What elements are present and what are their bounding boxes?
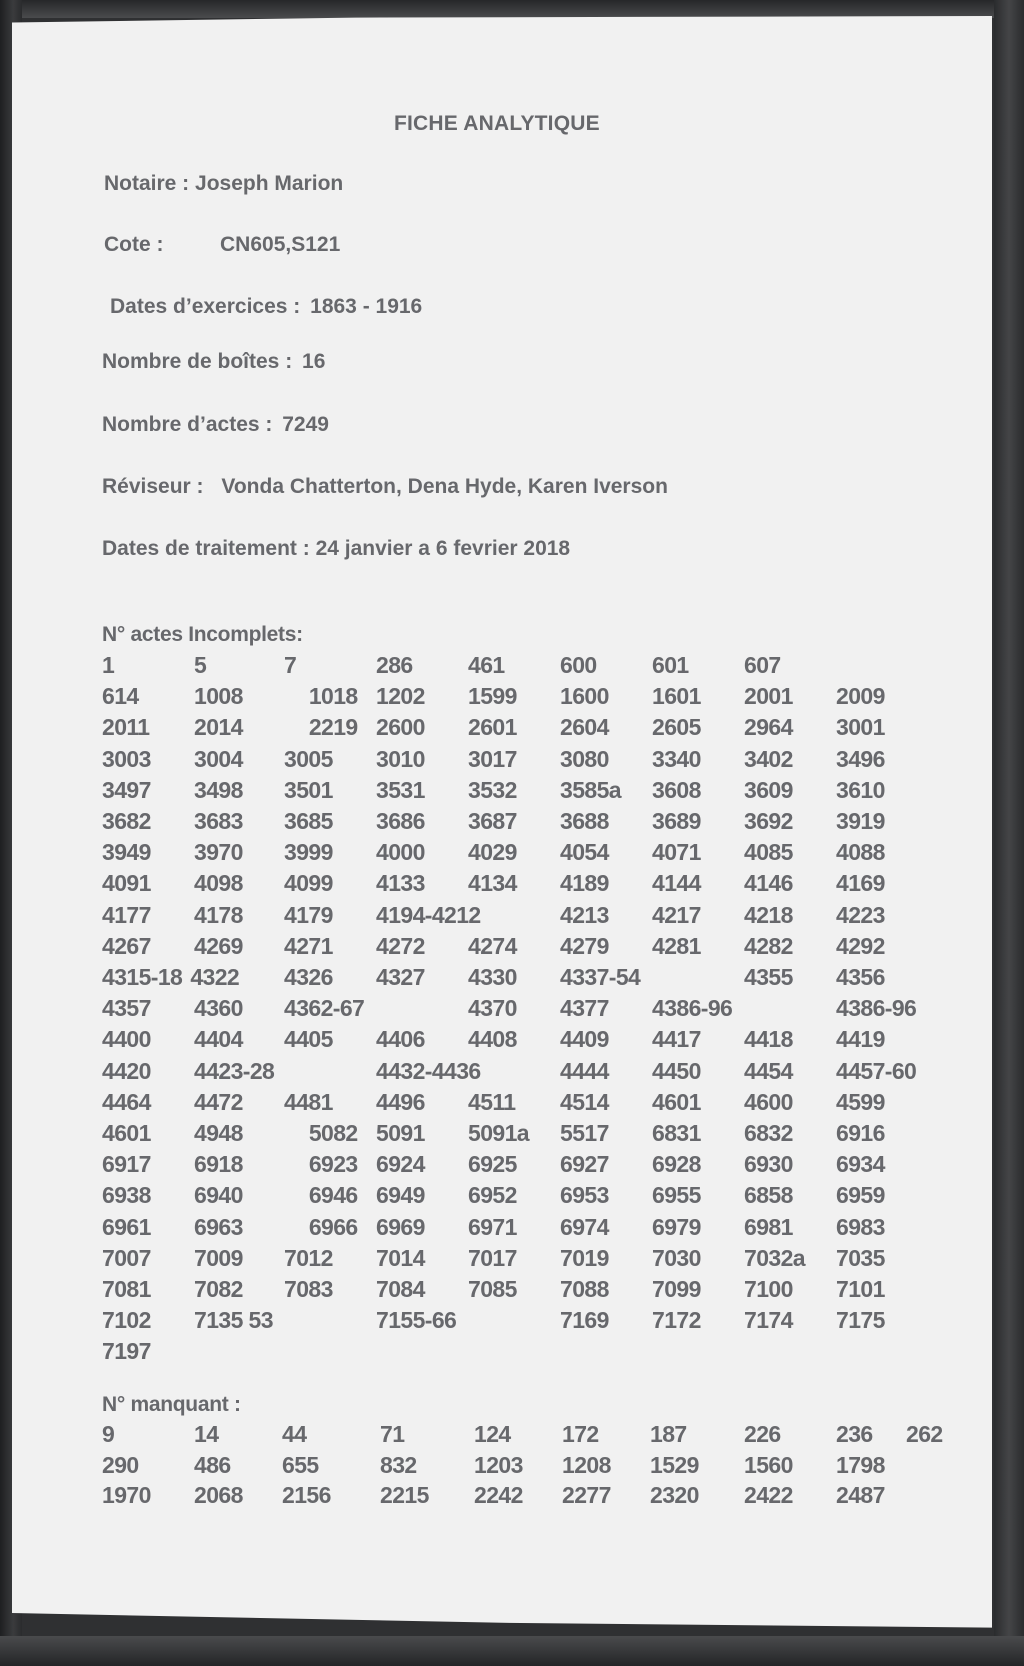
manquant-number: 1208 — [562, 1451, 611, 1478]
incomplets-number: 4146 — [744, 870, 793, 897]
incomplets-number: 614 — [102, 683, 139, 710]
incomplets-number: 4496 — [376, 1088, 425, 1115]
manquant-number: 486 — [194, 1451, 231, 1478]
incomplets-number: 5517 — [560, 1120, 609, 1146]
incomplets-number: 7014 — [376, 1244, 425, 1271]
incomplets-number: 7007 — [102, 1244, 151, 1271]
incomplets-number: 4601 — [652, 1088, 701, 1115]
incomplets-number: 5 — [194, 652, 207, 678]
incomplets-number: 600 — [560, 652, 597, 678]
incomplets-number: 4408 — [468, 1026, 517, 1053]
incomplets-number: 4481 — [284, 1088, 333, 1115]
incomplets-number: 3685 — [284, 808, 333, 834]
field-value: CN605,S121 — [220, 233, 341, 256]
incomplets-number: 3970 — [194, 839, 243, 866]
incomplets-number: 4360 — [194, 995, 243, 1022]
incomplets-number: 3501 — [284, 776, 333, 803]
field-notaire — [104, 172, 343, 196]
incomplets-number: 7081 — [102, 1276, 151, 1302]
incomplets-number: 4948 — [194, 1120, 243, 1146]
manquant-number: 2487 — [836, 1482, 885, 1508]
incomplets-number: 3532 — [468, 776, 517, 803]
incomplets-number: 6983 — [836, 1213, 885, 1240]
manquant-number: 655 — [282, 1451, 319, 1478]
incomplets-number: 4600 — [744, 1088, 793, 1115]
incomplets-number: 4355 — [744, 964, 793, 990]
incomplets-number: 4279 — [560, 932, 609, 959]
incomplets-number: 1202 — [376, 683, 425, 710]
field-reviseur — [102, 475, 668, 499]
incomplets-number: 4085 — [744, 839, 793, 866]
incomplets-number: 2605 — [652, 714, 701, 741]
incomplets-number: 3686 — [376, 808, 425, 834]
incomplets-number: 1008 — [194, 683, 243, 710]
manquant-number: 172 — [562, 1421, 599, 1447]
incomplets-number: 3003 — [102, 745, 151, 772]
incomplets-number: 4000 — [376, 839, 425, 866]
incomplets-heading: N° actes Incomplets: — [102, 623, 303, 646]
incomplets-number: 4404 — [194, 1026, 243, 1053]
manquant-number: 1203 — [474, 1451, 523, 1478]
incomplets-number: 6961 — [102, 1213, 151, 1240]
incomplets-number: 4423-28 — [194, 1057, 275, 1084]
incomplets-number: 2601 — [468, 714, 517, 741]
incomplets-number: 3609 — [744, 776, 793, 803]
incomplets-number: 4144 — [652, 870, 701, 897]
incomplets-number: 4432-4436 — [376, 1057, 481, 1084]
incomplets-number: 6831 — [652, 1120, 701, 1146]
incomplets-number: 4386-96 — [652, 995, 733, 1022]
manquant-number: 226 — [744, 1421, 781, 1447]
incomplets-number: 3999 — [284, 839, 333, 866]
incomplets-number: 6923 — [308, 1151, 358, 1178]
incomplets-number: 6917 — [102, 1151, 151, 1178]
manquant-number: 832 — [380, 1451, 417, 1478]
field-nombre-boites — [102, 350, 325, 374]
manquant-number: 262 — [906, 1421, 943, 1447]
manquant-number: 124 — [474, 1421, 511, 1447]
field-label: Réviseur : — [102, 475, 204, 498]
incomplets-number: 4274 — [468, 932, 517, 959]
incomplets-number: 3498 — [194, 776, 243, 803]
incomplets-number: 4514 — [560, 1088, 609, 1115]
incomplets-number: 3608 — [652, 776, 701, 803]
manquant-heading: N° manquant : — [102, 1393, 241, 1416]
incomplets-number: 7084 — [376, 1276, 425, 1302]
incomplets-number: 3949 — [102, 839, 151, 866]
incomplets-number: 7030 — [652, 1244, 701, 1271]
incomplets-number: 6925 — [468, 1151, 517, 1178]
incomplets-number: 4472 — [194, 1088, 243, 1115]
incomplets-number: 6916 — [836, 1120, 885, 1146]
incomplets-number: 3497 — [102, 776, 151, 803]
incomplets-number: 601 — [652, 652, 689, 678]
incomplets-number: 6928 — [652, 1151, 701, 1178]
incomplets-number: 7082 — [194, 1276, 243, 1302]
manquant-number: 290 — [102, 1451, 139, 1478]
incomplets-number: 5082 — [308, 1120, 358, 1146]
scanner-frame-right — [994, 0, 1024, 1666]
incomplets-number: 7174 — [744, 1307, 793, 1334]
incomplets-number: 3340 — [652, 745, 701, 772]
incomplets-number: 7019 — [560, 1244, 609, 1271]
incomplets-number: 6927 — [560, 1151, 609, 1178]
incomplets-number: 2604 — [560, 714, 609, 741]
incomplets-number: 4213 — [560, 901, 609, 928]
incomplets-number: 4133 — [376, 870, 425, 897]
incomplets-number: 1600 — [560, 683, 609, 710]
incomplets-number: 6938 — [102, 1182, 151, 1209]
incomplets-number: 5091 — [376, 1120, 425, 1146]
incomplets-number: 6934 — [836, 1151, 885, 1178]
incomplets-number: 4357 — [102, 995, 151, 1022]
manquant-number: 2277 — [562, 1482, 611, 1508]
field-value: 1863 - 1916 — [310, 295, 423, 318]
manquant-number: 2320 — [650, 1482, 699, 1508]
incomplets-number: 3080 — [560, 745, 609, 772]
incomplets-number: 1599 — [468, 683, 517, 710]
incomplets-number: 4194-4212 — [376, 901, 481, 928]
incomplets-number: 6918 — [194, 1151, 243, 1178]
incomplets-number: 4405 — [284, 1026, 333, 1053]
incomplets-number: 4420 — [102, 1057, 151, 1084]
incomplets-number: 2001 — [744, 683, 793, 710]
field-dates-traitement — [102, 537, 570, 561]
incomplets-number: 4322 — [190, 964, 240, 990]
incomplets-number: 6930 — [744, 1151, 793, 1178]
field-label: Nombre de boîtes : — [102, 350, 293, 373]
incomplets-number: 3531 — [376, 776, 425, 803]
incomplets-number: 6952 — [468, 1182, 517, 1209]
incomplets-number: 4511 — [468, 1088, 516, 1115]
incomplets-number: 3017 — [468, 745, 517, 772]
incomplets-number: 2009 — [836, 683, 885, 710]
incomplets-number: 4178 — [194, 901, 243, 928]
incomplets-number: 4330 — [468, 964, 517, 990]
incomplets-number: 4071 — [652, 839, 701, 866]
incomplets-number: 7100 — [744, 1276, 793, 1302]
incomplets-number: 4282 — [744, 932, 793, 959]
manquant-number: 2068 — [194, 1482, 243, 1508]
scanner-frame-top — [0, 0, 1024, 18]
incomplets-number: 7172 — [652, 1307, 701, 1334]
incomplets-number: 4406 — [376, 1026, 425, 1053]
incomplets-number: 4370 — [468, 995, 517, 1022]
incomplets-number: 4457-60 — [836, 1057, 917, 1084]
field-value: 7249 — [282, 413, 329, 436]
incomplets-number: 4386-96 — [836, 995, 917, 1022]
incomplets-number: 4326 — [284, 964, 333, 990]
incomplets-number: 4292 — [836, 932, 885, 959]
incomplets-number: 4599 — [836, 1088, 885, 1115]
incomplets-number: 3005 — [284, 745, 333, 772]
incomplets-number: 2219 — [308, 714, 358, 741]
manquant-number: 187 — [650, 1421, 687, 1447]
incomplets-number: 4169 — [836, 870, 885, 897]
field-dates-exercices — [110, 295, 422, 319]
incomplets-number: 6963 — [194, 1213, 243, 1240]
incomplets-number: 4450 — [652, 1057, 701, 1084]
incomplets-number: 3688 — [560, 808, 609, 834]
incomplets-number: 7088 — [560, 1276, 609, 1302]
incomplets-number: 7009 — [194, 1244, 243, 1271]
field-label: Dates d’exercices : — [110, 295, 301, 318]
incomplets-number: 2600 — [376, 714, 425, 741]
incomplets-number: 6832 — [744, 1120, 793, 1146]
incomplets-number: 4400 — [102, 1026, 151, 1053]
incomplets-number: 4362-67 — [284, 995, 365, 1022]
manquant-number: 1560 — [744, 1451, 793, 1478]
incomplets-number: 7135 53 — [194, 1307, 273, 1334]
incomplets-number: 4223 — [836, 901, 885, 928]
incomplets-number: 7197 — [102, 1338, 151, 1365]
incomplets-number: 4091 — [102, 870, 151, 897]
manquant-number: 2242 — [474, 1482, 523, 1508]
field-value: Vonda Chatterton, Dena Hyde, Karen Iverson — [221, 475, 668, 498]
incomplets-number: 6969 — [376, 1213, 425, 1240]
incomplets-number: 6981 — [744, 1213, 793, 1240]
incomplets-number: 461 — [468, 652, 505, 678]
incomplets-number: 4054 — [560, 839, 609, 866]
field-label: Cote : — [104, 233, 164, 256]
field-label: Dates de traitement : — [102, 537, 310, 560]
incomplets-number: 3496 — [836, 745, 885, 772]
incomplets-number: 3919 — [836, 808, 885, 834]
incomplets-number: 6949 — [376, 1182, 425, 1209]
incomplets-number: 1 — [102, 652, 115, 678]
incomplets-number: 6858 — [744, 1182, 793, 1209]
incomplets-number: 7083 — [284, 1276, 333, 1302]
incomplets-number: 4217 — [652, 901, 701, 928]
incomplets-number: 4088 — [836, 839, 885, 866]
field-cote — [104, 233, 341, 257]
incomplets-number: 7175 — [836, 1307, 885, 1334]
incomplets-number: 3610 — [836, 776, 885, 803]
incomplets-number: 3010 — [376, 745, 425, 772]
manquant-number: 1529 — [650, 1451, 699, 1478]
incomplets-number: 7102 — [102, 1307, 151, 1334]
incomplets-number: 607 — [744, 652, 781, 678]
incomplets-number: 4444 — [560, 1057, 609, 1084]
scanner-frame-bottom — [0, 1636, 1024, 1666]
incomplets-number: 4281 — [652, 932, 701, 959]
manquant-number: 1970 — [102, 1482, 151, 1508]
document-title: FICHE ANALYTIQUE — [394, 112, 600, 135]
incomplets-number: 3004 — [194, 745, 243, 772]
incomplets-number: 3683 — [194, 808, 243, 834]
incomplets-number: 4098 — [194, 870, 243, 897]
field-value: 16 — [302, 350, 326, 373]
incomplets-number: 4269 — [194, 932, 243, 959]
incomplets-number: 4409 — [560, 1026, 609, 1053]
incomplets-number: 4454 — [744, 1057, 793, 1084]
incomplets-number: 4029 — [468, 839, 517, 866]
incomplets-number: 4464 — [102, 1088, 151, 1115]
incomplets-number: 1018 — [308, 683, 358, 710]
incomplets-number: 6979 — [652, 1213, 701, 1240]
incomplets-number: 4327 — [376, 964, 425, 990]
incomplets-number: 4179 — [284, 901, 333, 928]
incomplets-number: 6955 — [652, 1182, 701, 1209]
incomplets-number: 7012 — [284, 1244, 333, 1271]
incomplets-number: 7017 — [468, 1244, 517, 1271]
incomplets-number: 7169 — [560, 1307, 609, 1334]
incomplets-number: 6940 — [194, 1182, 243, 1209]
incomplets-number: 286 — [376, 652, 413, 678]
incomplets-number: 3687 — [468, 808, 517, 834]
incomplets-number: 3689 — [652, 808, 701, 834]
manquant-number: 14 — [194, 1421, 219, 1447]
incomplets-number: 3001 — [836, 714, 885, 741]
incomplets-number: 4271 — [284, 932, 333, 959]
manquant-number: 9 — [102, 1421, 115, 1447]
incomplets-number: 1601 — [652, 683, 701, 710]
incomplets-number: 4189 — [560, 870, 609, 897]
manquant-number: 2215 — [380, 1482, 429, 1508]
incomplets-number: 6974 — [560, 1213, 609, 1240]
manquant-number: 71 — [380, 1421, 405, 1447]
incomplets-number: 6959 — [836, 1182, 885, 1209]
incomplets-number: 7099 — [652, 1276, 701, 1302]
manquant-number: 2422 — [744, 1482, 793, 1508]
incomplets-number: 7032a — [744, 1244, 805, 1271]
incomplets-number: 4419 — [836, 1026, 885, 1053]
incomplets-number: 3692 — [744, 808, 793, 834]
incomplets-number: 3402 — [744, 745, 793, 772]
incomplets-number: 4272 — [376, 932, 425, 959]
incomplets-number: 4337-54 — [560, 964, 641, 990]
incomplets-number: 4134 — [468, 870, 517, 897]
incomplets-number: 7101 — [836, 1276, 885, 1302]
manquant-number: 236 — [836, 1421, 873, 1447]
incomplets-number: 4267 — [102, 932, 151, 959]
incomplets-number: 4177 — [102, 901, 151, 928]
incomplets-number: 7155-66 — [376, 1307, 457, 1334]
incomplets-number: 4315-18 — [102, 964, 183, 990]
field-value: 24 janvier a 6 fevrier 2018 — [315, 537, 571, 560]
incomplets-number: 6966 — [308, 1213, 358, 1240]
incomplets-number: 7 — [284, 652, 297, 678]
incomplets-number: 6924 — [376, 1151, 425, 1178]
incomplets-number: 4099 — [284, 870, 333, 897]
incomplets-number: 7085 — [468, 1276, 517, 1302]
incomplets-number: 7035 — [836, 1244, 885, 1271]
incomplets-number: 3682 — [102, 808, 151, 834]
incomplets-number: 6953 — [560, 1182, 609, 1209]
incomplets-number: 2964 — [744, 714, 793, 741]
field-label: Notaire : — [104, 172, 190, 195]
incomplets-number: 6971 — [468, 1213, 517, 1240]
field-value: Joseph Marion — [195, 172, 344, 195]
incomplets-number: 5091a — [468, 1120, 529, 1146]
incomplets-number: 4601 — [102, 1120, 151, 1146]
field-label: Nombre d’actes : — [102, 413, 273, 436]
incomplets-number: 3585a — [560, 776, 621, 803]
incomplets-number: 2011 — [102, 714, 150, 741]
manquant-number: 44 — [282, 1421, 307, 1447]
incomplets-number: 4218 — [744, 901, 793, 928]
incomplets-number: 6946 — [308, 1182, 358, 1209]
manquant-number: 1798 — [836, 1451, 885, 1478]
incomplets-number: 2014 — [194, 714, 243, 741]
manquant-number: 2156 — [282, 1482, 331, 1508]
incomplets-number: 4356 — [836, 964, 885, 990]
incomplets-number: 4417 — [652, 1026, 701, 1053]
incomplets-number: 4377 — [560, 995, 609, 1022]
field-nombre-actes — [102, 413, 329, 437]
incomplets-number: 4418 — [744, 1026, 793, 1053]
